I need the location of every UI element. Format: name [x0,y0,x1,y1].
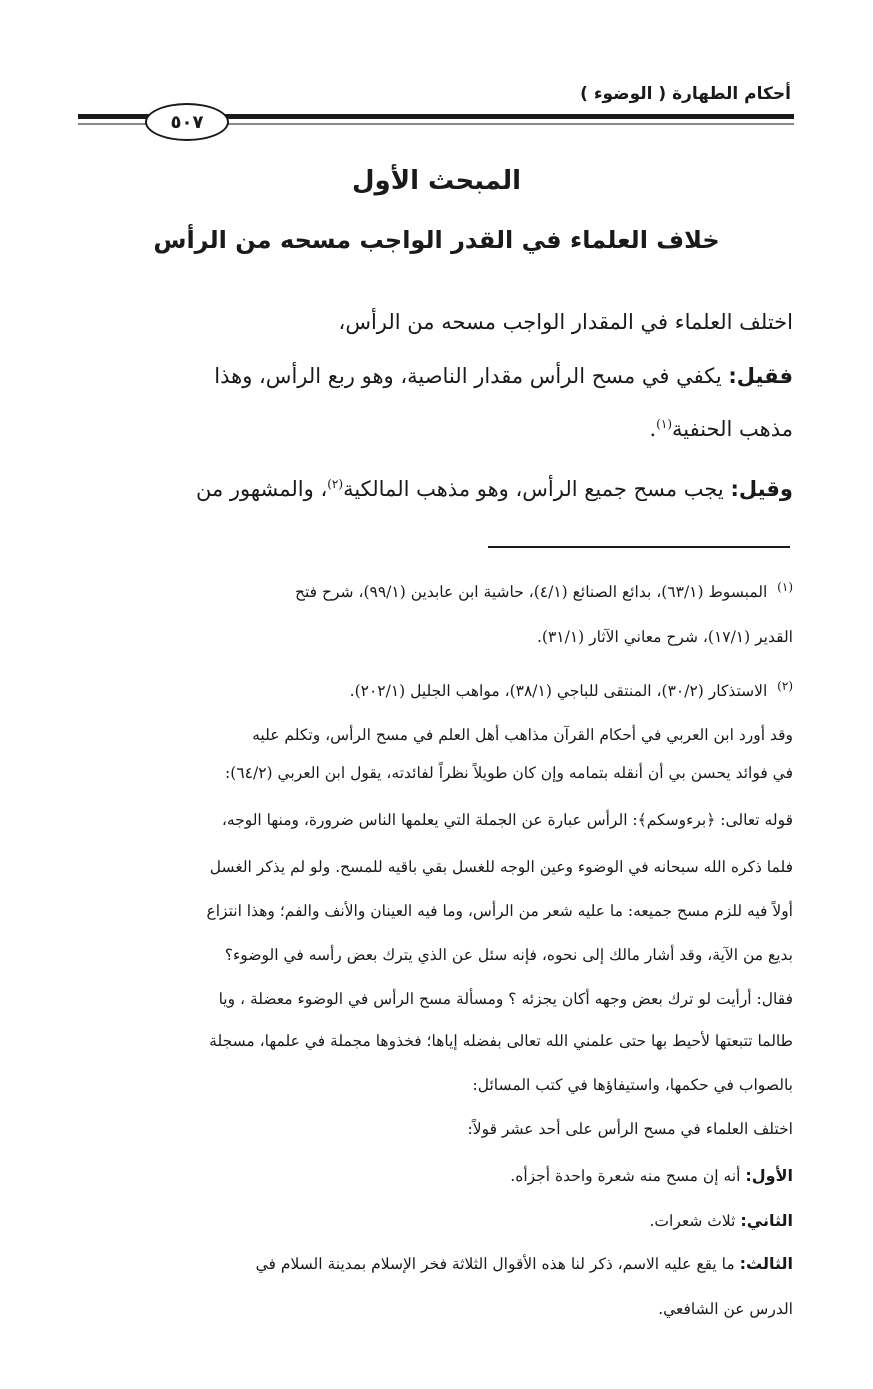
section-subheading: خلاف العلماء في القدر الواجب مسحه من الرأس [153,226,720,254]
opinion-1-text: يكفي في مسح الرأس مقدار الناصية، وهو ربع الرأس، وهذا [214,364,722,388]
footnote-1-text: المبسوط (٦٣/١)، بدائع الصنائع (٤/١)، حاشية ابن عابدين (٩٩/١)، شرح فتح [294,583,768,602]
footnote-1-marker: (١) [777,580,793,594]
footnote-quote-line: أولاً فيه للزم مسح جميعه: ما عليه شعر من الرأس، وما فيه العينان والأنف والفم؛ وهذا انتزاع [206,902,793,920]
footnote-quote-line: وقد أورد ابن العربي في أحكام القرآن مذاهب أهل العلم في مسح الرأس، وتكلم عليه [252,726,793,744]
footnote-second-opinion [650,1213,794,1230]
footnote-2-text: الاستذكار (٣٠/٢)، المنتقى للباجي (٣٨/١)، مواهب الجليل (٢٠٢/١). [349,682,768,701]
footnote-ref-2: (٢) [327,477,344,491]
opinion-2-line-1 [196,478,793,500]
opinion-2-text-end: ، والمشهور من [195,477,328,501]
opinion-2-text: يجب مسح جميع الرأس، وهو مذهب المالكية [343,477,724,501]
footnote-2-marker: (٢) [777,679,793,693]
third-text: ما يقع عليه الاسم، ذكر لنا هذه الأقوال الثلاثة فخر الإسلام بمدينة السلام في [255,1255,735,1273]
footnote-separator [488,546,790,548]
footnote-quote-line: طالما تتبعتها لأحيط بها حتى علمني الله تعالى بفضله إياها؛ فخذوها مجملة في علمها، مسجلة [209,1032,793,1050]
footnote-2-line-1 [350,680,793,700]
opinion-2-label: وقيل: [730,477,793,501]
section-heading: المبحث الأول [351,166,522,196]
opinion-1-label: فقيل: [728,364,793,388]
page-number [145,103,229,141]
running-title: أحكام الطهارة ( الوضوء ) [580,84,791,104]
opinion-1-line-2: مذهب الحنفية$^{(١)}$. [649,417,793,441]
footnote-ref-1: (١) [656,417,672,431]
intro-line: اختلف العلماء في المقدار الواجب مسحه من الرأس، [338,310,793,334]
footnote-1-line-2: القدير (١٧/١)، شرح معاني الآثار (٣١/١). [536,628,793,646]
footnote-quote-line: فقال: أرأيت لو ترك بعض وجهه أكان يجزئه ؟ ومسألة مسح الرأس في الوضوء معضلة ، ويا [218,990,793,1008]
first-label: الأول: [745,1166,793,1185]
footnote-quote-line: بديع من الآية، وقد أشار مالك إلى نحوه، فإنه سئل عن الذي يترك بعض رأسه في الوضوء؟ [224,946,793,964]
opinion-1-text-2: مذهب الحنفية [672,417,793,441]
second-text: ثلاث شعرات. [649,1212,736,1230]
footnote-count-line: اختلف العلماء في مسح الرأس على أحد عشر قولاً: [467,1120,793,1138]
first-text: أنه إن مسح منه شعرة واحدة أجزأه. [510,1167,741,1185]
third-label: الثالث: [739,1254,793,1273]
footnote-third-opinion-line-2: الدرس عن الشافعي. [658,1300,793,1318]
footnote-quote-line: قوله تعالى: ﴿برءوسكم﴾: الرأس عبارة عن الجملة التي يعلمها الناس ضرورة، ومنها الوجه، [221,811,793,829]
opinion-1-line-1 [214,366,793,387]
footnote-third-opinion [256,1256,793,1273]
footnote-quote-line: في فوائد يحسن بي أن أنقله بتمامه وإن كان طويلاً نظراً لفائدته، يقول ابن العربي (٦٤/٢): [225,764,793,782]
footnote-first-opinion [510,1168,793,1185]
page-number-text: ٥٠٧ [170,111,204,133]
second-label: الثاني: [740,1211,793,1230]
footnote-1-line-1 [295,581,793,601]
footnote-quote-line: فلما ذكره الله سبحانه في الوضوء وعين الوجه للغسل بقي باقيه للمسح. ولو لم يذكر الغسل [209,858,793,876]
footnote-quote-line: بالصواب في حكمها، واستيفاؤها في كتب المسائل: [472,1076,793,1094]
